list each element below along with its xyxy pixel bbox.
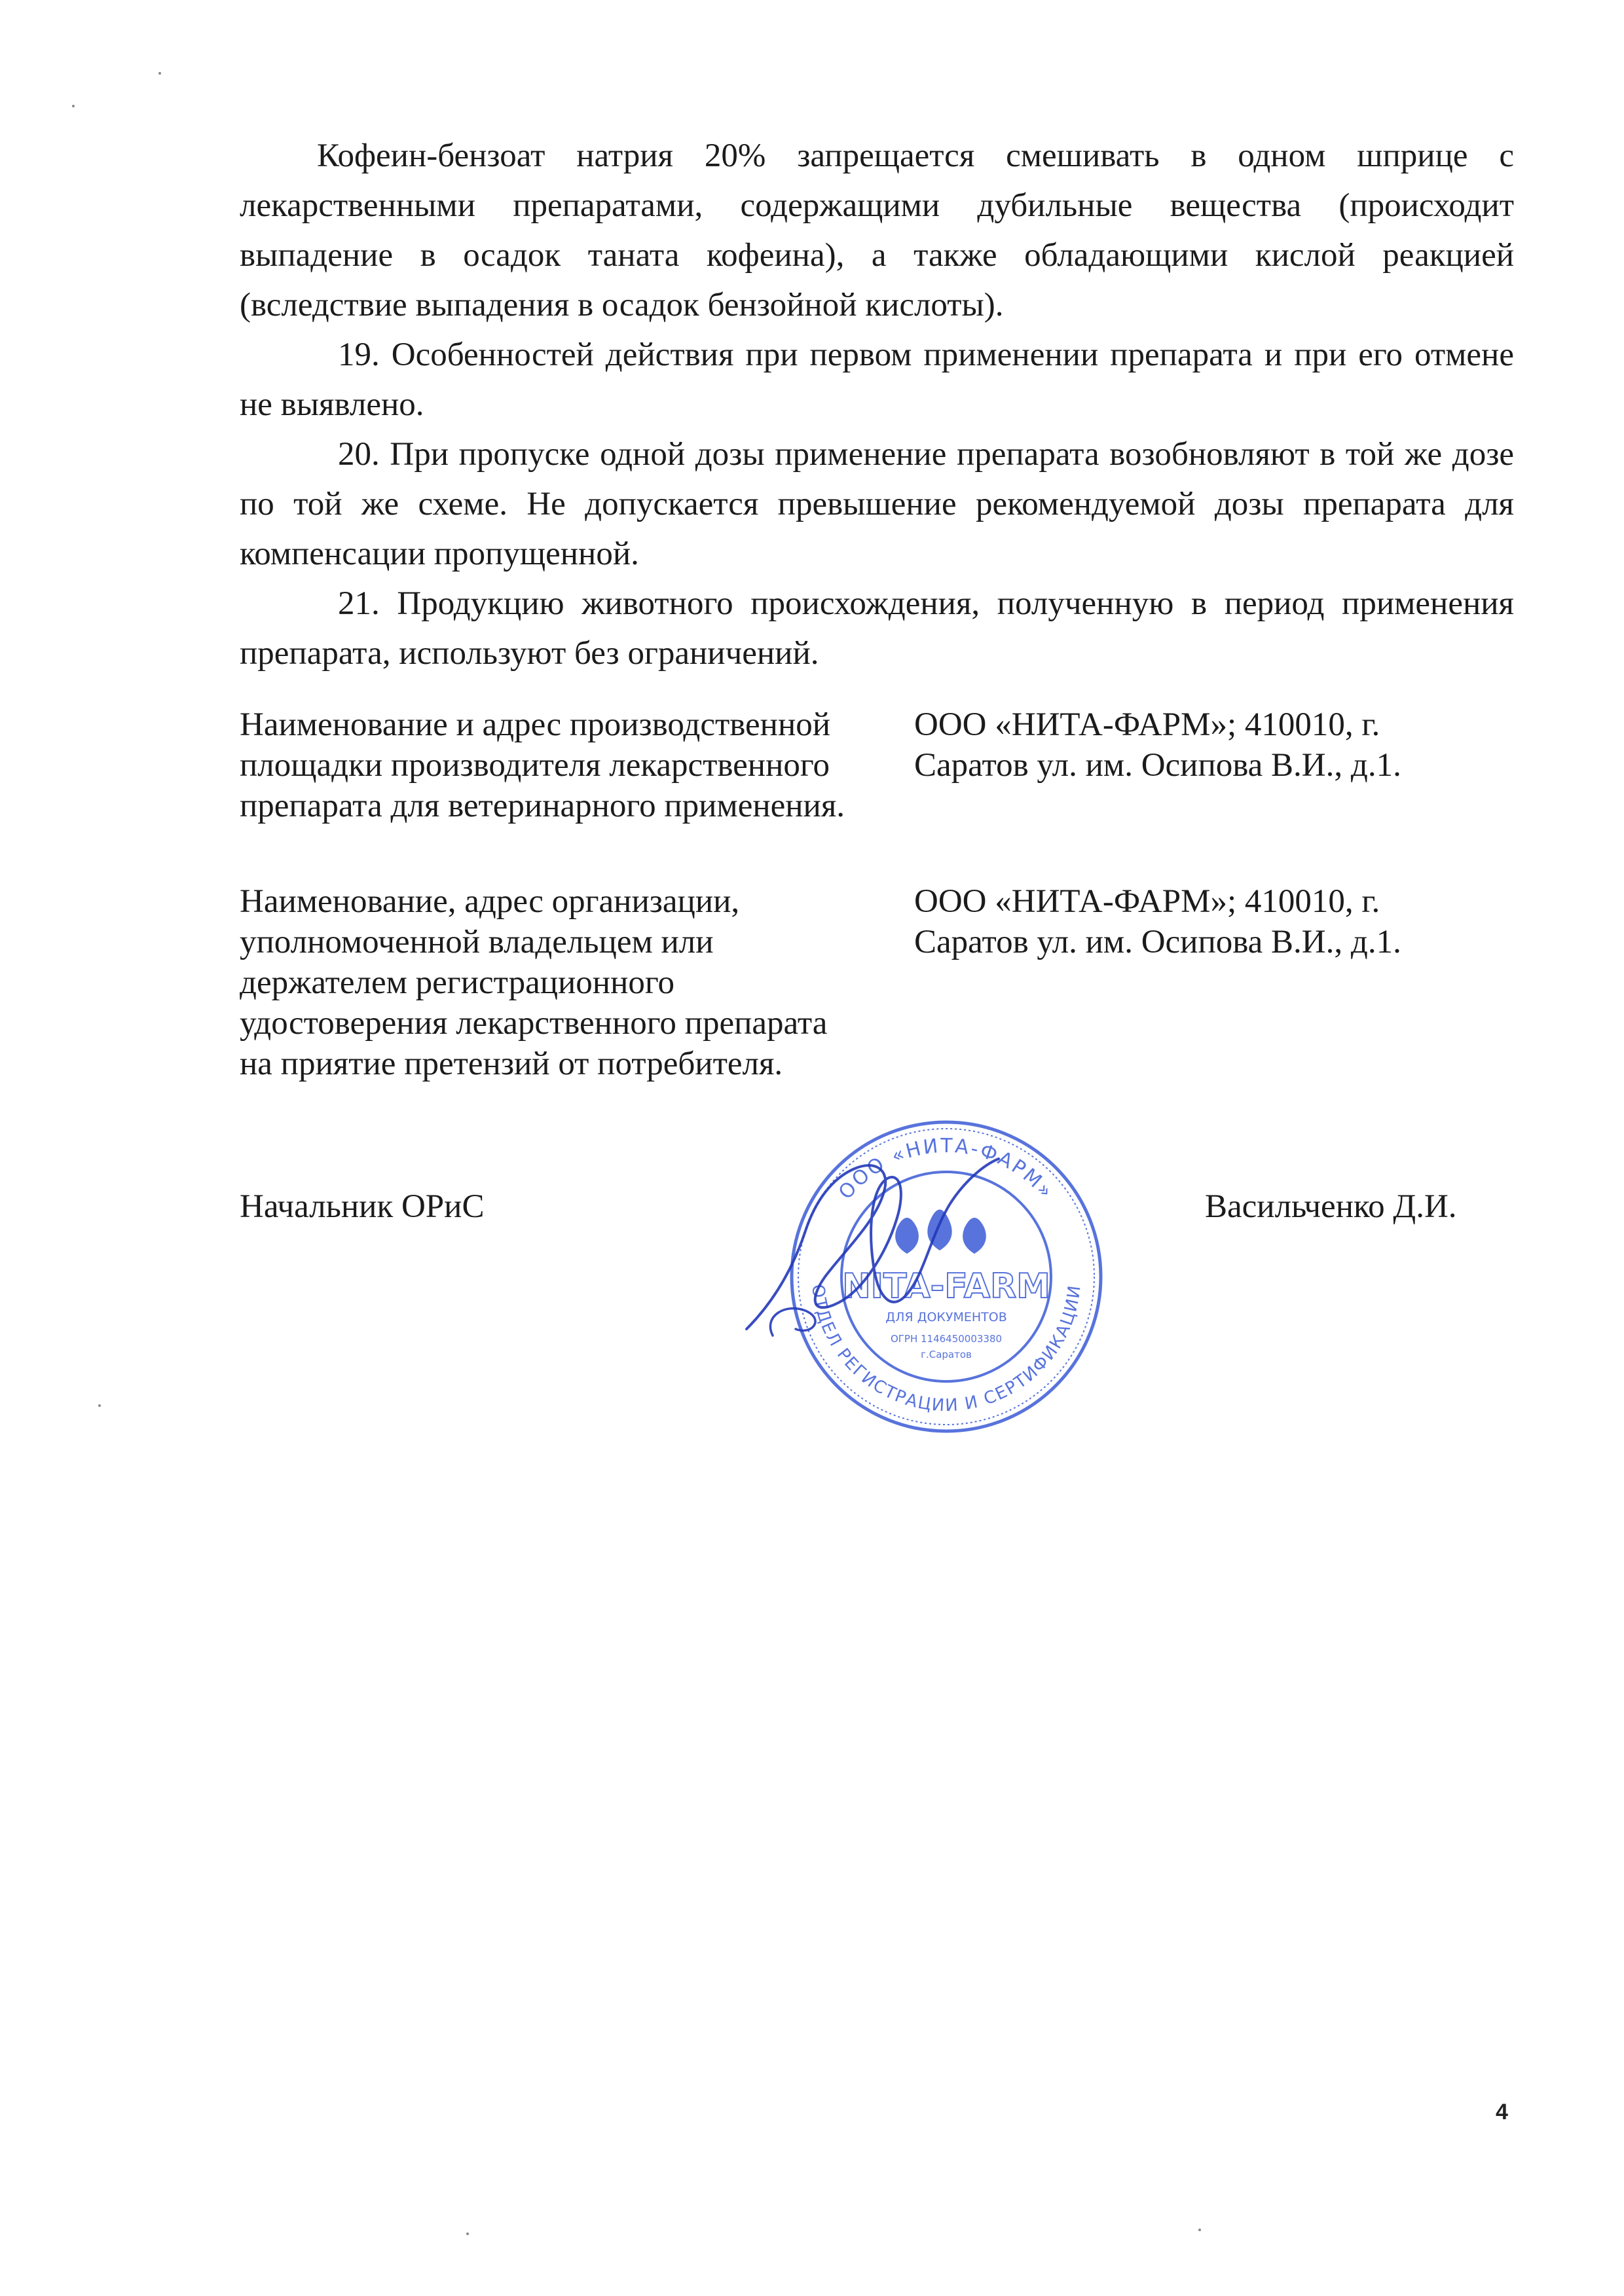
manufacturer-label-line: препарата для ветеринарного применения. [240,788,845,824]
paragraph-caffeine-incompatibility: Кофеин-бензоат натрия 20% запрещается смешивать в одном шприце с лекарственными препаратами, содержащими дубильные вещества (происходит выпадение в осадок таната кофеина), а также обладающими кислой реакцией (вследствие выпадения в осадок бензойной кислоты). [240,137,1514,323]
manufacturer-value-line: Саратов ул. им. Осипова В.И., д.1. [914,747,1401,784]
handwritten-signature [733,1139,1008,1355]
paragraph-21-animal-products: 21. Продукцию животного происхождения, полученную в период применения препарата, используют без ограничений. [240,585,1514,672]
claims-org-label-line: удостоверения лекарственного препарата [240,1005,828,1042]
manufacturer-label-line: Наименование и адрес производственной [240,706,831,743]
body-text [240,131,1514,678]
claims-org-label-line: Наименование, адрес организации, [240,883,740,920]
stamp-bottom-text: ОТДЕЛ РЕГИСТРАЦИИ И СЕРТИФИКАЦИИ [807,1283,1085,1416]
claims-org-value [914,881,1514,962]
paragraph-19-first-use: 19. Особенностей действия при первом применении препарата и при его отмене не выявлено. [240,337,1514,423]
stamp-city-text: г.Саратов [921,1349,972,1360]
stamp-logo-text: NITA-FARM [842,1267,1050,1306]
page-number: 4 [1496,2100,1508,2124]
manufacturer-value-line: ООО «НИТА-ФАРМ»; 410010, г. [914,706,1380,743]
claims-org-label-line: на приятие претензий от потребителя. [240,1046,783,1082]
signatory-name: Васильченко Д.И. [1205,1188,1457,1225]
paragraph-20-missed-dose: 20. При пропуске одной дозы применение препарата возобновляют в той же дозе по той же схеме. Не допускается превышение рекомендуемой дозы препарата для компенсации пропущенной. [240,436,1514,572]
manufacturer-value [914,704,1514,786]
claims-org-label-line: уполномоченной владельцем или [240,924,714,960]
claims-org-value-line: Саратов ул. им. Осипова В.И., д.1. [914,924,1401,960]
signatory-position: Начальник ОРиС [240,1188,485,1225]
scan-speck [1198,2229,1201,2231]
claims-org-label [240,881,908,1084]
stamp-top-text: ООО «НИТА-ФАРМ» [834,1134,1059,1205]
claims-org-label-line: держателем регистрационного [240,964,675,1001]
stamp-purpose-text: ДЛЯ ДОКУМЕНТОВ [885,1310,1007,1324]
stamp-ogrn-text: ОГРН 1146450003380 [890,1333,1003,1345]
manufacturer-label-line: площадки производителя лекарственного [240,747,830,784]
scan-speck [466,2232,469,2235]
manufacturer-label [240,704,908,826]
claims-org-value-line: ООО «НИТА-ФАРМ»; 410010, г. [914,883,1380,920]
scan-speck [158,72,161,75]
scan-speck [98,1404,101,1407]
scan-speck [72,105,75,107]
